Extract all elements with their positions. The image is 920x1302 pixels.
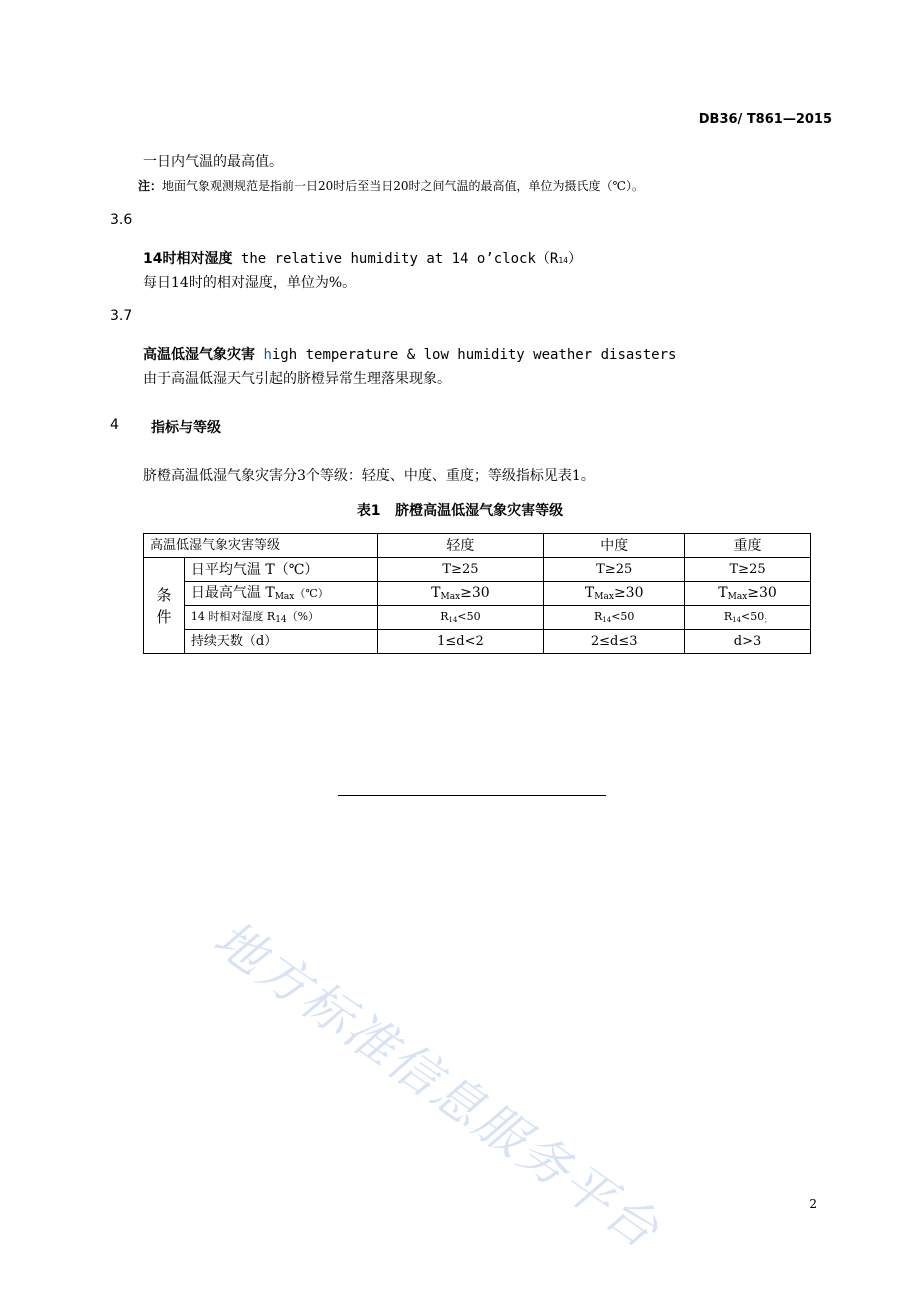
term-3-6-end: ） (568, 251, 582, 267)
row-label-humidity: 14 时相对湿度 $R_{14}(\%)$ (184, 606, 377, 630)
table-cell: T≥25 (685, 558, 811, 582)
term-3-6-zh: 14时相对湿度 (143, 251, 233, 267)
term-3-7-en-first: h (263, 347, 272, 363)
table-1-caption: 表1 脐橙高温低湿气象灾害等级 (356, 503, 564, 519)
row-label-mean-temp: 日平均气温 T（℃） (184, 558, 377, 582)
term-3-6-en: the relative humidity at 14 o’clock（R (232, 251, 559, 267)
definition-3-5-text: 一日内气温的最高值。 (143, 154, 283, 170)
definition-3-6-text: 每日14时的相对湿度，单位为%。 (143, 275, 357, 291)
end-rule (338, 795, 606, 796)
term-3-6 (143, 248, 582, 268)
table-cell: $T_{Max}\ge 30$ (544, 582, 685, 606)
table-row (144, 558, 811, 582)
row-label-duration: 持续天数（d） (184, 630, 377, 654)
grade-table (143, 533, 811, 654)
condition-label: 条 件 (144, 558, 185, 654)
table-header-row (144, 534, 811, 558)
clause-number-3-6: 3.6 (110, 212, 133, 228)
table-cell: d>3 (685, 630, 811, 654)
term-3-7 (143, 344, 676, 364)
term-3-6-sub: 14 (558, 256, 568, 265)
table-cell: $T_{Max}\ge 30$ (685, 582, 811, 606)
document-code: DB36/ T861—2015 (698, 112, 832, 127)
table-cell: 1≤d<2 (377, 630, 544, 654)
grade-medium: 中度 (544, 534, 685, 558)
table-cell: T≥25 (377, 558, 544, 582)
watermark-text: 地方标准信息服务平台 (203, 909, 671, 1261)
row-label-max-temp: 日最高气温 $T_{Max}(℃)$ (184, 582, 377, 606)
grade-severe: 重度 (685, 534, 811, 558)
term-3-7-zh: 高温低湿气象灾害 (143, 347, 255, 363)
table-row (144, 630, 811, 654)
note-label: 注： (138, 179, 163, 193)
section-4-number: 4 (110, 417, 119, 433)
section-4-text: 脐橙高温低湿气象灾害分3个等级：轻度、中度、重度；等级指标见表1。 (143, 468, 595, 484)
table-header-label: 高温低湿气象灾害等级 (144, 534, 378, 558)
definition-3-7-text: 由于高温低湿天气引起的脐橙异常生理落果现象。 (143, 371, 451, 387)
table-row (144, 606, 811, 630)
table-cell: R14<50 (377, 606, 544, 630)
table-cell: R14<50； (685, 606, 811, 630)
note-text: 地面气象观测规范是指前一日20时后至当日20时之间气温的最高值，单位为摄氏度（℃）。 (162, 179, 644, 193)
table-cell: R14<50 (544, 606, 685, 630)
clause-number-3-7: 3.7 (110, 308, 133, 324)
page-number: 2 (809, 1197, 817, 1211)
table-cell: $T_{Max}\ge 30$ (377, 582, 544, 606)
section-4-title: 指标与等级 (151, 420, 221, 436)
table-row (144, 582, 811, 606)
note-3-5 (138, 177, 644, 194)
grade-light: 轻度 (377, 534, 544, 558)
table-cell: T≥25 (544, 558, 685, 582)
term-3-7-en: igh temperature & low humidity weather disasters (271, 347, 677, 363)
watermark (203, 900, 702, 1279)
table-cell: 2≤d≤3 (544, 630, 685, 654)
